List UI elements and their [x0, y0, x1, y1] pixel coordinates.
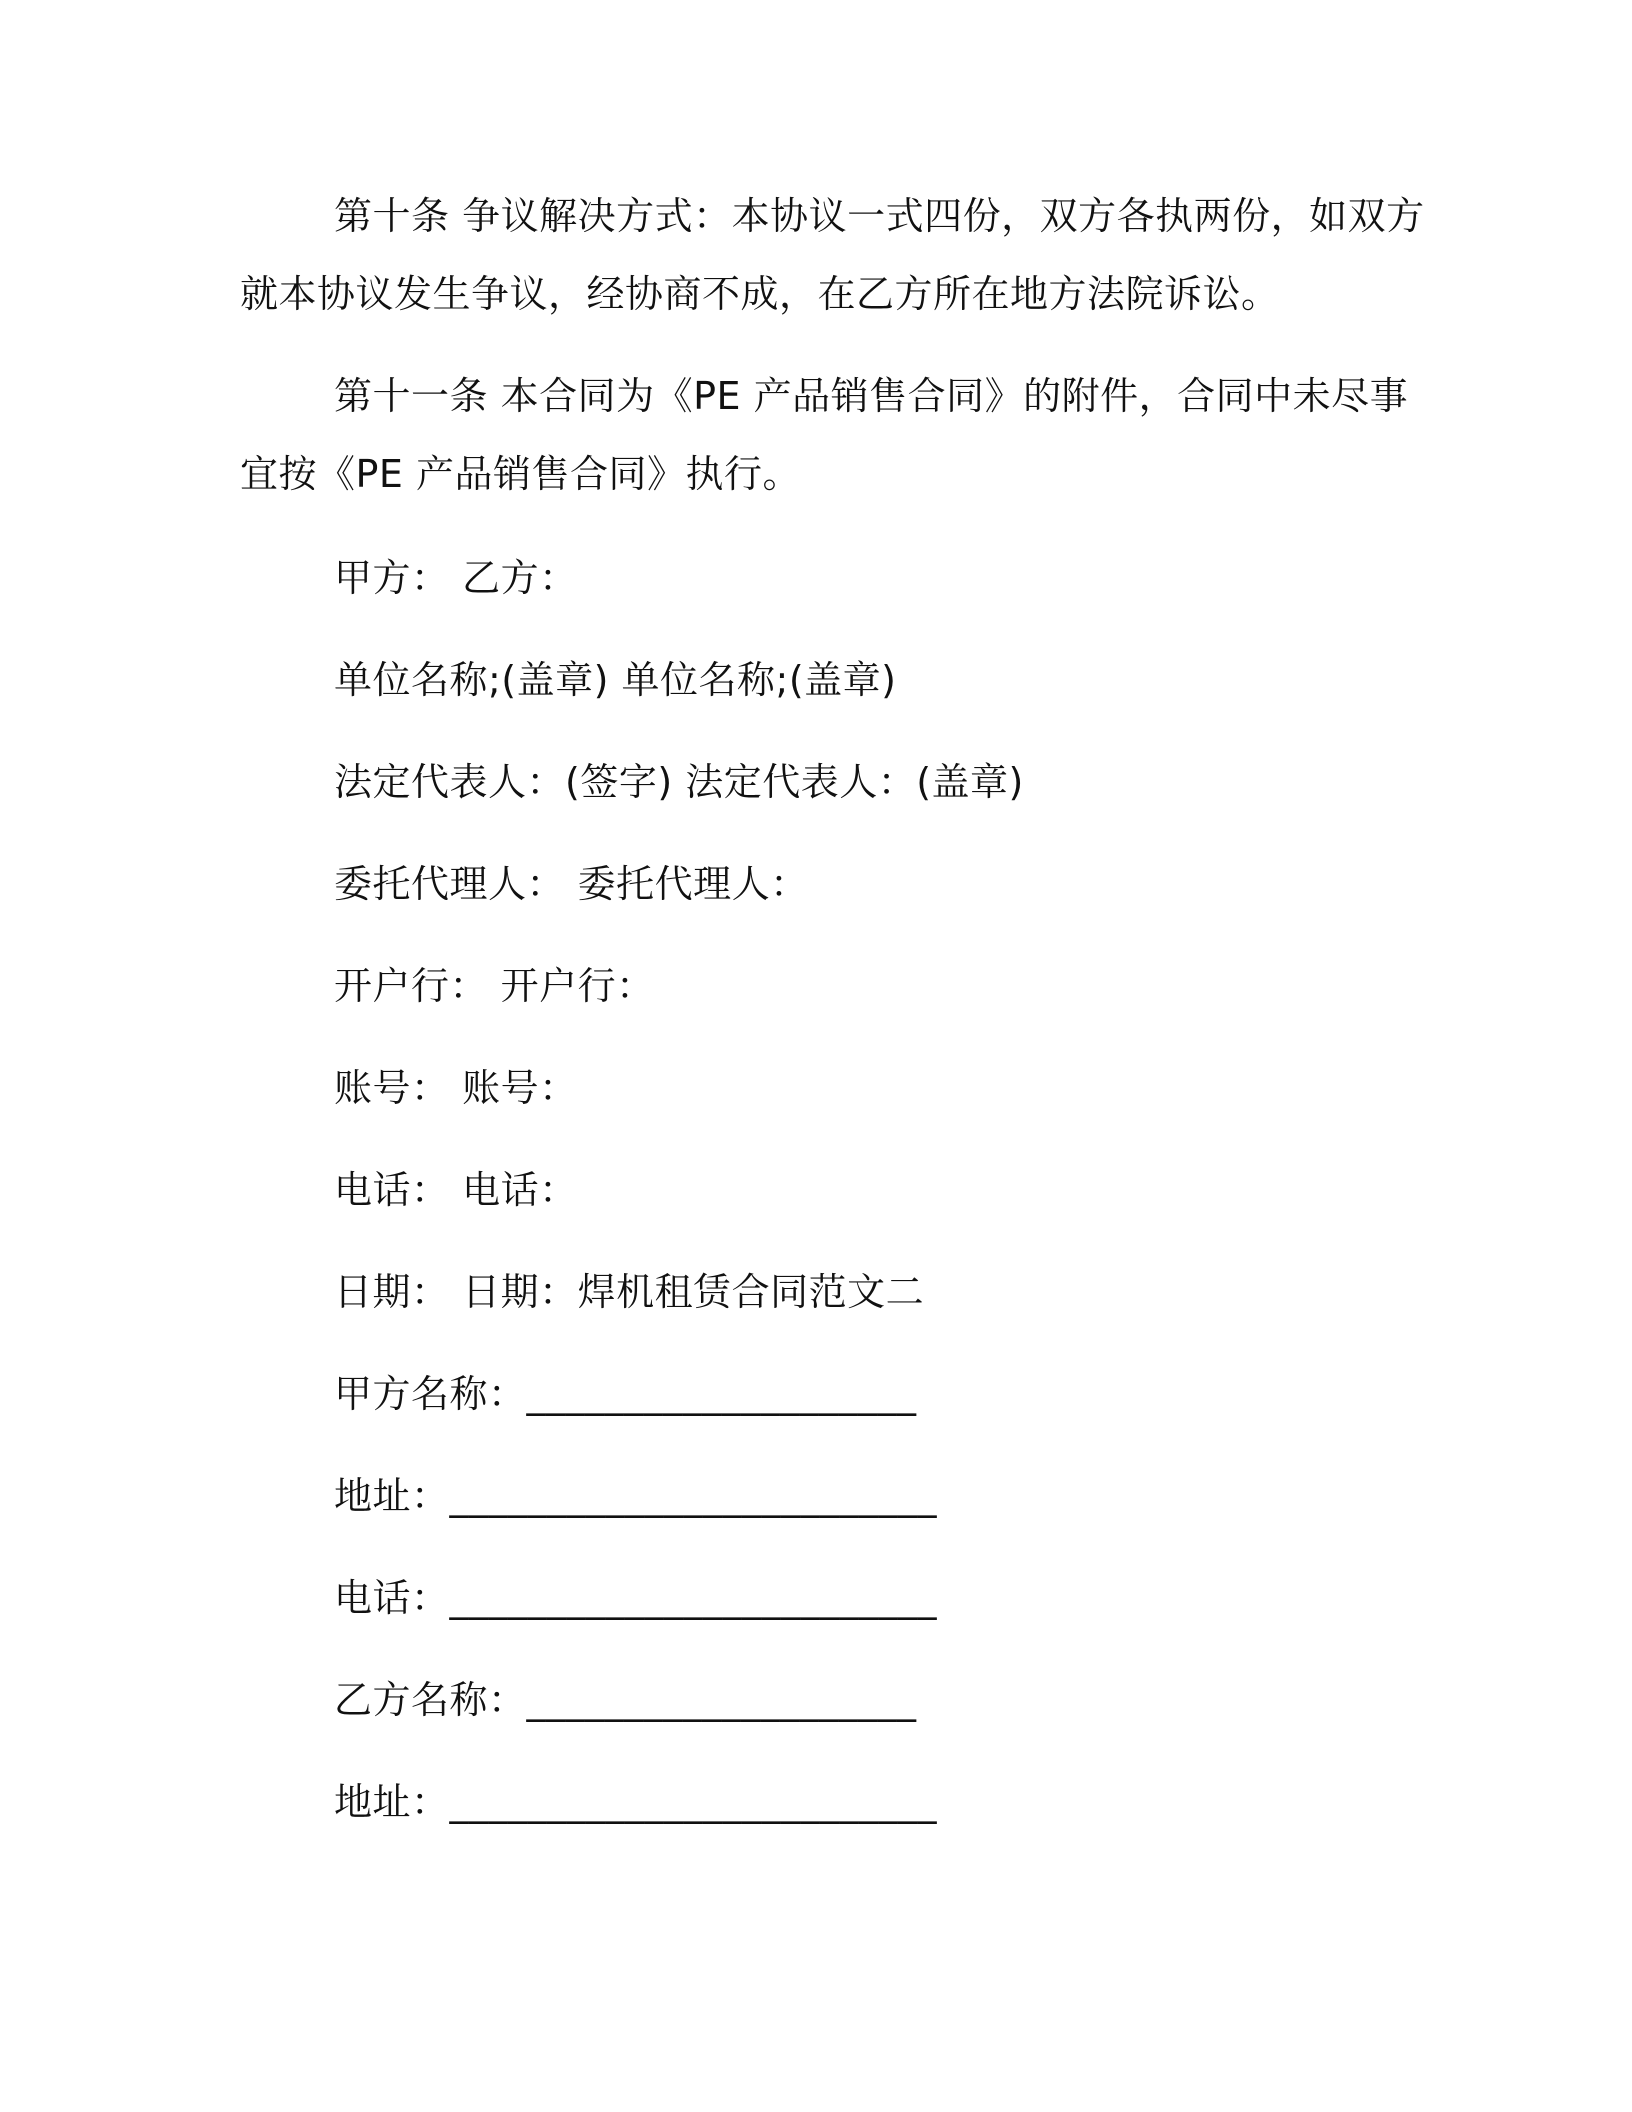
signature-legal-representatives: 法定代表人：(签字) 法定代表人：(盖章)	[334, 760, 1024, 804]
party-a-address-field: 地址：_________________________	[334, 1474, 938, 1518]
party-b-address-field: 地址：_________________________	[334, 1780, 938, 1824]
party-a-phone-field: 电话：_________________________	[334, 1576, 938, 1620]
signature-banks: 开户行： 开户行：	[334, 964, 655, 1008]
article-11-line-2: 宜按《PE 产品销售合同》执行。	[240, 452, 802, 496]
article-10-line-2: 就本协议发生争议，经协商不成，在乙方所在地方法院诉讼。	[240, 272, 1280, 316]
signature-parties: 甲方： 乙方：	[334, 556, 578, 600]
party-b-name-field: 乙方名称：____________________	[334, 1678, 917, 1722]
signature-phones: 电话： 电话：	[334, 1168, 578, 1212]
signature-authorized-agents: 委托代理人： 委托代理人：	[334, 862, 809, 906]
signature-dates-and-next-title: 日期： 日期：焊机租赁合同范文二	[334, 1270, 925, 1314]
signature-account-numbers: 账号： 账号：	[334, 1066, 578, 1110]
article-11-line-1: 第十一条 本合同为《PE 产品销售合同》的附件，合同中未尽事	[334, 374, 1409, 418]
party-a-name-field: 甲方名称：____________________	[334, 1372, 917, 1416]
signature-company-names: 单位名称;(盖章) 单位名称;(盖章)	[334, 658, 897, 702]
article-10-line-1: 第十条 争议解决方式：本协议一式四份，双方各执两份，如双方	[334, 194, 1425, 238]
